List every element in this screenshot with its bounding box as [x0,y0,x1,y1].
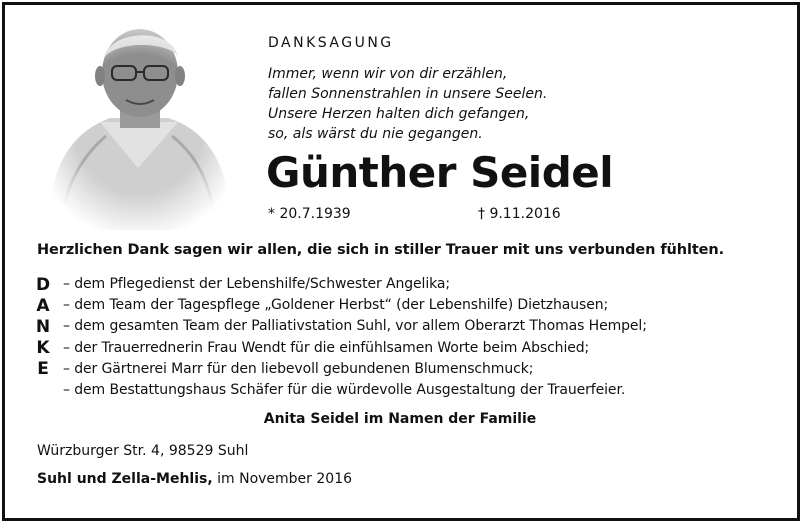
list-item: – dem gesamten Team der Palliativstation Suhl, vor allem Oberarzt Thomas Hempel; [63,318,647,335]
list-item: – dem Bestattungshaus Schäfer für die würdevolle Ausgestaltung der Trauerfeier. [63,382,626,399]
danke-letter: D [35,275,51,295]
thanks-list [63,274,647,401]
danke-acrostic [33,275,53,380]
thanks-headline: Herzlichen Dank sagen wir allen, die sich in stiller Trauer mit uns verbunden fühlten. [37,242,725,258]
portrait-photo [40,18,238,230]
death-date: † 9.11.2016 [478,206,561,222]
place-month: im November 2016 [212,471,353,487]
notice-heading: DANKSAGUNG [268,35,394,51]
poem-line: Immer, wenn wir von dir erzählen, [268,66,508,82]
poem-line: Unsere Herzen halten dich gefangen, [268,106,530,122]
danke-letter: E [37,359,49,379]
poem-line: so, als wärst du nie gegangen. [268,126,483,142]
list-item: – der Gärtnerei Marr für den liebevoll gebundenen Blumenschmuck; [63,360,534,377]
place-date [37,471,352,487]
address: Würzburger Str. 4, 98529 Suhl [37,443,249,459]
list-item: – dem Pflegedienst der Lebenshilfe/Schwester Angelika; [63,276,450,292]
list-item: – dem Team der Tagespflege „Goldener Herbst“ (der Lebenshilfe) Dietzhausen; [63,297,609,314]
birth-date: * 20.7.1939 [268,206,351,222]
danke-letter: K [36,338,50,358]
list-item: – der Trauerrednerin Frau Wendt für die einfühlsamen Worte beim Abschied; [63,339,590,356]
poem [268,64,547,144]
danke-letter: A [36,296,50,316]
signature: Anita Seidel im Namen der Familie [263,411,537,427]
poem-line: fallen Sonnenstrahlen in unsere Seelen. [268,86,548,102]
place-location: Suhl und Zella-Mehlis, [37,471,213,487]
danke-letter: N [35,317,51,337]
deceased-name: Günther Seidel [266,148,614,197]
